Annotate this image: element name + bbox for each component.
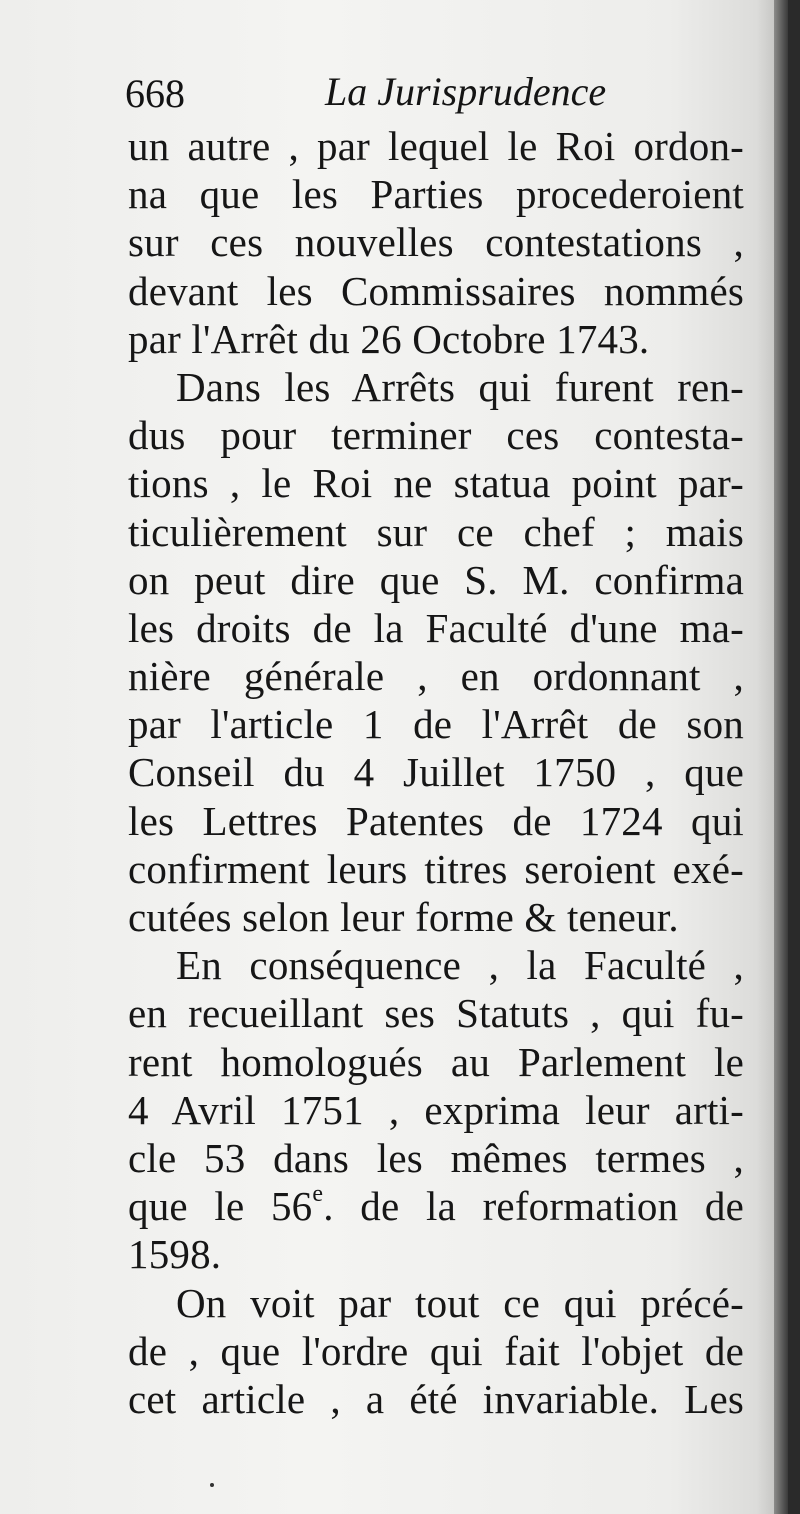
text-fragment: que le 56 <box>128 1183 313 1230</box>
text-line: rent homologués au Parlement le <box>128 1038 744 1085</box>
page-header <box>125 66 625 126</box>
text-line: les droits de la Faculté d'une ma- <box>128 604 744 651</box>
text-line: Conseil du 4 Juillet 1750 , que <box>128 749 744 796</box>
running-title: La Jurisprudence <box>325 69 607 114</box>
text-line: par l'article 1 de l'Arrêt de son <box>128 701 744 748</box>
text-line: 1598. <box>128 1231 222 1278</box>
paragraph-start-line: Dans les Arrêts qui furent ren- <box>176 363 744 410</box>
text-line: cle 53 dans les mêmes termes , <box>128 1134 744 1181</box>
paper-speck <box>210 1483 214 1487</box>
text-line: tions , le Roi ne statua point par- <box>128 460 744 507</box>
text-line: ticulièrement sur ce chef ; mais <box>128 508 744 555</box>
text-line: devant les Commissaires nommés <box>128 267 744 314</box>
text-fragment: . de la reformation de <box>323 1183 744 1230</box>
text-line: nière générale , en ordonnant , <box>128 653 744 700</box>
superscript: e <box>312 1181 324 1208</box>
paragraph-start-line: En conséquence , la Faculté , <box>176 942 744 989</box>
text-line: cutées selon leur forme & teneur. <box>128 894 679 940</box>
text-line: sur ces nouvelles contestations , <box>128 219 744 266</box>
page-edge-shadow <box>774 0 788 1514</box>
page-number: 668 <box>125 71 185 116</box>
text-line: par l'Arrêt du 26 Octobre 1743. <box>128 315 650 362</box>
text-line: en recueillant ses Statuts , qui fu- <box>128 990 744 1037</box>
text-line: les Lettres Patentes de 1724 qui <box>128 797 744 844</box>
text-line: 4 Avril 1751 , exprima leur arti- <box>128 1086 744 1133</box>
text-line: dus pour terminer ces contesta- <box>128 412 744 459</box>
text-line: un autre , par lequel le Roi ordon- <box>128 123 744 169</box>
text-line: de , que l'ordre qui fait l'objet de <box>128 1327 744 1374</box>
text-line: cet article , a été invariable. Les <box>128 1375 744 1422</box>
body-text <box>128 122 744 1423</box>
text-line: on peut dire que S. M. confirma <box>128 556 744 603</box>
text-line: confirment leurs titres seroient exé- <box>128 845 744 892</box>
text-line-with-superscript <box>128 1182 744 1230</box>
paragraph-start-line: On voit par tout ce qui précé- <box>176 1279 744 1326</box>
text-line: na que les Parties procederoient <box>128 171 744 218</box>
